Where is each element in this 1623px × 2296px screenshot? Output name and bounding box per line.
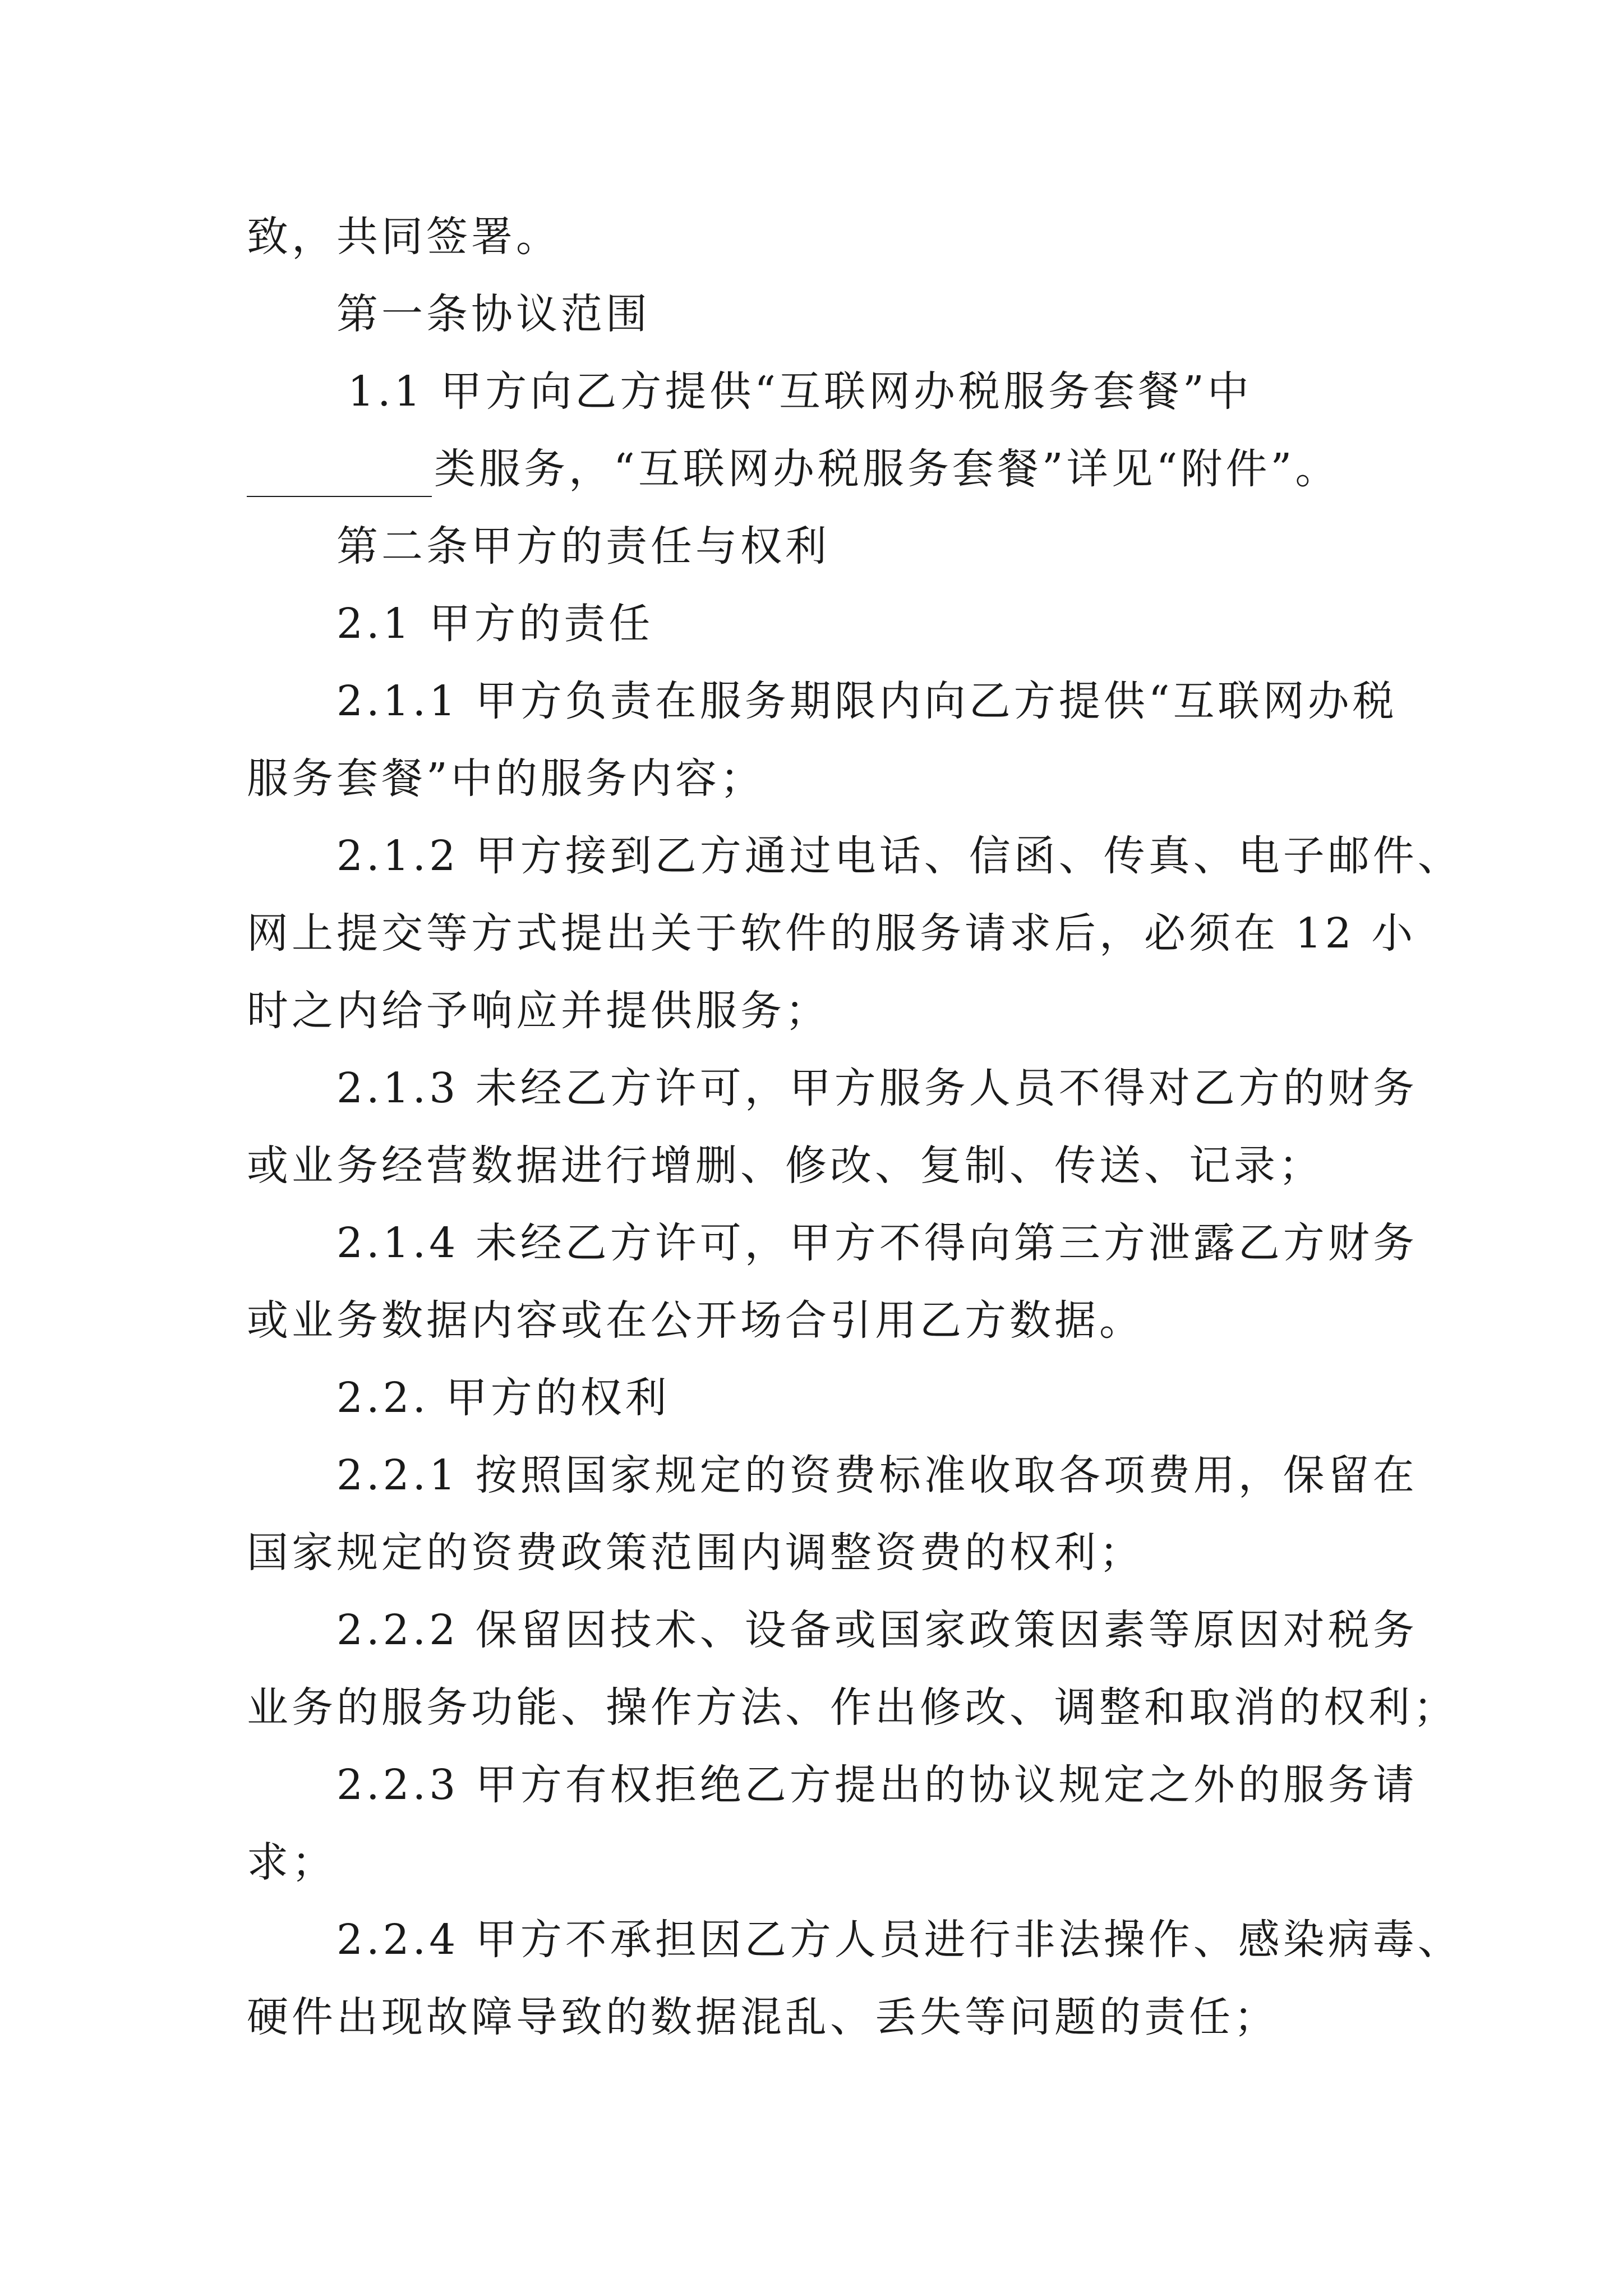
subsection-heading: 2.1 甲方的责任: [336, 600, 654, 648]
text-line: 类服务，“互联网办税服务套餐”详见“附件”。: [434, 445, 1340, 493]
fill-in-blank[interactable]: [247, 457, 432, 497]
text-line: 硬件出现故障导致的数据混乱、丢失等问题的责任；: [247, 1993, 1279, 2041]
text-line: 时之内给予响应并提供服务；: [247, 987, 830, 1035]
text-line: 或业务经营数据进行增删、修改、复制、传送、记录；: [247, 1142, 1324, 1190]
text-line: 致，共同签署。: [247, 213, 561, 261]
section-heading: 第二条甲方的责任与权利: [336, 522, 830, 570]
text-line: 2.2.3 甲方有权拒绝乙方提出的协议规定之外的服务请: [336, 1761, 1418, 1809]
text-line: 网上提交等方式提出关于软件的服务请求后，必须在 12 小: [247, 909, 1417, 958]
text-line: 求；: [247, 1838, 336, 1887]
text-line: 国家规定的资费政策范围内调整资费的权利；: [247, 1529, 1144, 1577]
text-line: 服务套餐”中的服务内容；: [247, 754, 765, 803]
text-line: 2.1.2 甲方接到乙方通过电话、信函、传真、电子邮件、: [336, 832, 1463, 880]
text-line: 2.2.1 按照国家规定的资费标准收取各项费用，保留在: [336, 1451, 1418, 1499]
text-line: 2.1.1 甲方负责在服务期限内向乙方提供“互联网办税: [336, 677, 1398, 725]
subsection-heading: 2.2. 甲方的权利: [336, 1374, 670, 1422]
text-line: 业务的服务功能、操作方法、作出修改、调整和取消的权利；: [247, 1683, 1458, 1732]
text-line: 2.1.3 未经乙方许可，甲方服务人员不得对乙方的财务: [336, 1064, 1418, 1112]
text-line: 或业务数据内容或在公开场合引用乙方数据。: [247, 1296, 1144, 1345]
text-line-with-blank: [247, 441, 1340, 497]
text-line: 1.1 甲方向乙方提供“互联网办税服务套餐”中: [348, 367, 1252, 416]
section-heading: 第一条协议范围: [336, 290, 651, 338]
text-line: 2.1.4 未经乙方许可，甲方不得向第三方泄露乙方财务: [336, 1219, 1418, 1267]
text-line: 2.2.2 保留因技术、设备或国家政策因素等原因对税务: [336, 1606, 1418, 1654]
text-line: 2.2.4 甲方不承担因乙方人员进行非法操作、感染病毒、: [336, 1916, 1463, 1964]
